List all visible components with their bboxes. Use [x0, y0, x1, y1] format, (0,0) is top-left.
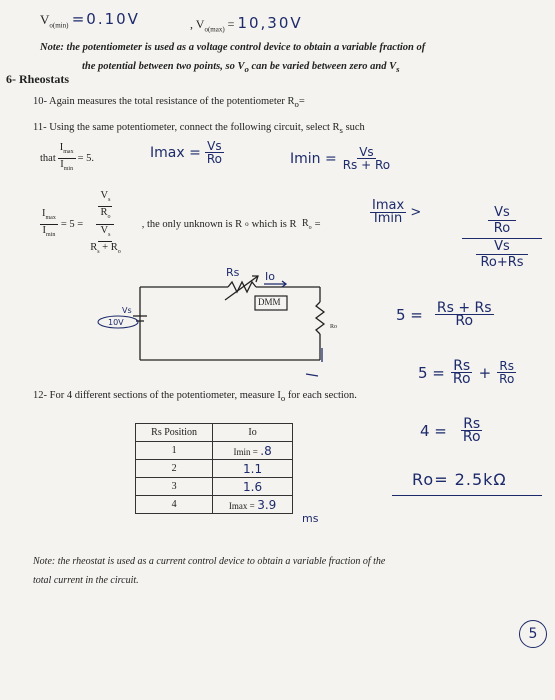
step-10-text: 10- Again measures the total resistance of the potentiometer R — [33, 96, 295, 107]
eq2-top-num-sub: s — [108, 197, 111, 204]
measurement-table — [135, 423, 293, 514]
eq2-tail: , the only unknown is R — [141, 218, 243, 230]
step-12-text: 12- For 4 different sections of the potentiometer, measure I — [33, 390, 281, 401]
note1-end: can be varied between zero and V — [251, 61, 397, 72]
vmax-eq: = — [227, 17, 235, 31]
table-cell-io — [213, 460, 293, 478]
eq2-mid: = 5 = — [60, 218, 84, 230]
table-row — [136, 496, 293, 514]
hand-imin-num: Vs — [359, 145, 374, 159]
hand-frac-c-den: Ro — [499, 372, 515, 386]
eq2-bot-den: R — [90, 242, 98, 254]
section-number: 6- — [6, 72, 16, 86]
table-cell-pos: 3 — [136, 478, 213, 496]
dmm-label: DMM — [258, 297, 281, 307]
table-prefix: Imin = — [233, 446, 258, 457]
ro-resistor — [316, 302, 324, 334]
table-cell-io — [213, 478, 293, 496]
note2-line1: Note: the rheostat is used as a current control device to obtain a variable fraction of the — [33, 556, 386, 567]
eq2-lhs-den-sub: min — [46, 231, 56, 238]
eq2-bot-plus: + R — [102, 242, 118, 254]
ro-label: Ro — [330, 324, 338, 330]
hand-frac-b-den: Ro — [452, 371, 471, 387]
table-value: 1.1 — [243, 461, 263, 476]
step-10-sub: o — [294, 99, 299, 110]
hand-ratio-bot: Imin — [373, 211, 403, 226]
hand-frac-a-num: Rs + Rs — [436, 300, 492, 316]
hand-imin-lhs: Imin = — [290, 150, 337, 167]
eq2-tail-sub: o — [245, 220, 249, 229]
table-header-io: Io — [213, 424, 293, 442]
eq2-bot-plus-sub: o — [117, 249, 121, 256]
ratio-num: I — [59, 142, 64, 153]
table-cell-pos: 4 — [136, 496, 213, 514]
rs-label: Rs — [226, 266, 240, 279]
note1-text: the potential between two points, so V — [82, 61, 245, 72]
table-side-note: ms — [302, 512, 319, 525]
step-12 — [33, 390, 357, 403]
section-title: Rheostats — [19, 72, 69, 86]
ratio-den: I — [60, 159, 64, 171]
hand-frac-a-den: Ro — [455, 313, 474, 329]
eq2-tail-end: which is R — [251, 218, 297, 230]
hand-frac-c-num: Rs — [499, 359, 514, 373]
hand-imax-num: Vs — [207, 139, 222, 153]
step-12-sub: o — [280, 393, 286, 404]
note2-line2: total current in the circuit. — [33, 575, 139, 586]
hand-gt: > — [410, 205, 422, 220]
table-row — [136, 460, 293, 478]
table-value: .8 — [260, 443, 272, 458]
grade-mark: 5 — [519, 620, 547, 648]
table-cell-io — [213, 442, 293, 460]
hand-frac-d-num: Rs — [463, 416, 481, 432]
step-11-sub: s — [339, 125, 343, 136]
ratio-num-sub: max — [63, 149, 74, 156]
table-value: 3.9 — [257, 497, 277, 512]
hand-r2-den: Ro+Rs — [476, 254, 527, 270]
hand-five-eq2: 5 = — [418, 363, 445, 382]
io-label: Io — [265, 270, 275, 283]
step-11-text: 11- Using the same potentiometer, connect the following circuit, select R — [33, 122, 340, 133]
table-header-row — [136, 424, 293, 442]
step-12-end: for each section. — [287, 390, 357, 401]
hand-frac-b-num: Rs — [453, 358, 471, 374]
note1-sub: o — [244, 64, 249, 75]
rheostat-note — [33, 552, 483, 590]
vmin-sub: o(min) — [49, 21, 69, 30]
that-word: that — [40, 153, 56, 165]
hand-r2-num: Vs — [494, 239, 510, 254]
table-cell-pos: 1 — [136, 442, 213, 460]
eq2-top-den-sub: o — [107, 214, 111, 221]
eq2-lhs-num-sub: max — [45, 214, 56, 221]
table-header-position: Rs Position — [136, 424, 213, 442]
eq2-lhs-den: I — [42, 224, 46, 236]
rs-wiper — [225, 276, 258, 300]
table-value: 1.6 — [243, 479, 263, 494]
table-row — [136, 478, 293, 496]
hand-tick — [306, 374, 318, 376]
note1-end-sub: s — [396, 64, 400, 75]
eq2-top-num: V — [100, 190, 109, 201]
table-cell-pos: 2 — [136, 460, 213, 478]
source-value-label: 10V — [108, 318, 124, 327]
hand-frac-d-den: Ro — [462, 429, 481, 445]
table-prefix: Imax = — [228, 500, 255, 511]
ratio-derivation: $\frac{I_{max}}{I_{min}}$ = 5 = $\frac{\frac{V_s}{R_o}}{\frac{V_s}{R_s + R_o}}$ , the only unknown is R o which is R $R_o$ = — [40, 190, 321, 258]
hand-ratio-top: Imax — [372, 198, 405, 213]
eq2-bot-den-sub: s — [97, 249, 100, 256]
hand-r1-num: Vs — [494, 205, 510, 220]
step-11-end: such — [345, 122, 365, 133]
eq2-bot-num-sub: s — [108, 232, 111, 239]
hand-imax-den: Ro — [206, 152, 222, 166]
hand-imin-den: Rs + Ro — [342, 158, 391, 172]
hand-five-eq: 5 = — [396, 305, 423, 324]
eq2-top-den: R — [100, 207, 108, 219]
hand-four-eq: 4 = — [420, 421, 447, 440]
vmax-value: 10,30V — [237, 14, 303, 32]
eq2-tail-eq: = — [314, 218, 321, 230]
ratio-den-sub: min — [63, 166, 74, 173]
hand-plus: + — [478, 363, 492, 382]
note1-line1: Note: the potentiometer is used as a voltage control device to obtain a variable fraction of — [40, 42, 426, 53]
ratio-eq: = 5. — [77, 153, 95, 165]
vmin-symbol: V — [40, 12, 50, 27]
hand-r1-den: Ro — [488, 220, 516, 236]
vmax-symbol: , V — [190, 17, 205, 31]
eq2-lhs-num: I — [42, 207, 46, 219]
hand-imax-lhs: Imax = — [150, 144, 201, 161]
table-cell-io — [213, 496, 293, 514]
eq2-bot-num: V — [100, 225, 109, 237]
vmin-value: =0.10V — [71, 10, 140, 28]
hand-result: Ro= 2.5kΩ — [412, 470, 507, 489]
table-row — [136, 442, 293, 460]
vmax-sub: o(max) — [204, 25, 225, 34]
vs-label: Vs — [122, 306, 132, 315]
step-10-end: = — [298, 96, 305, 107]
